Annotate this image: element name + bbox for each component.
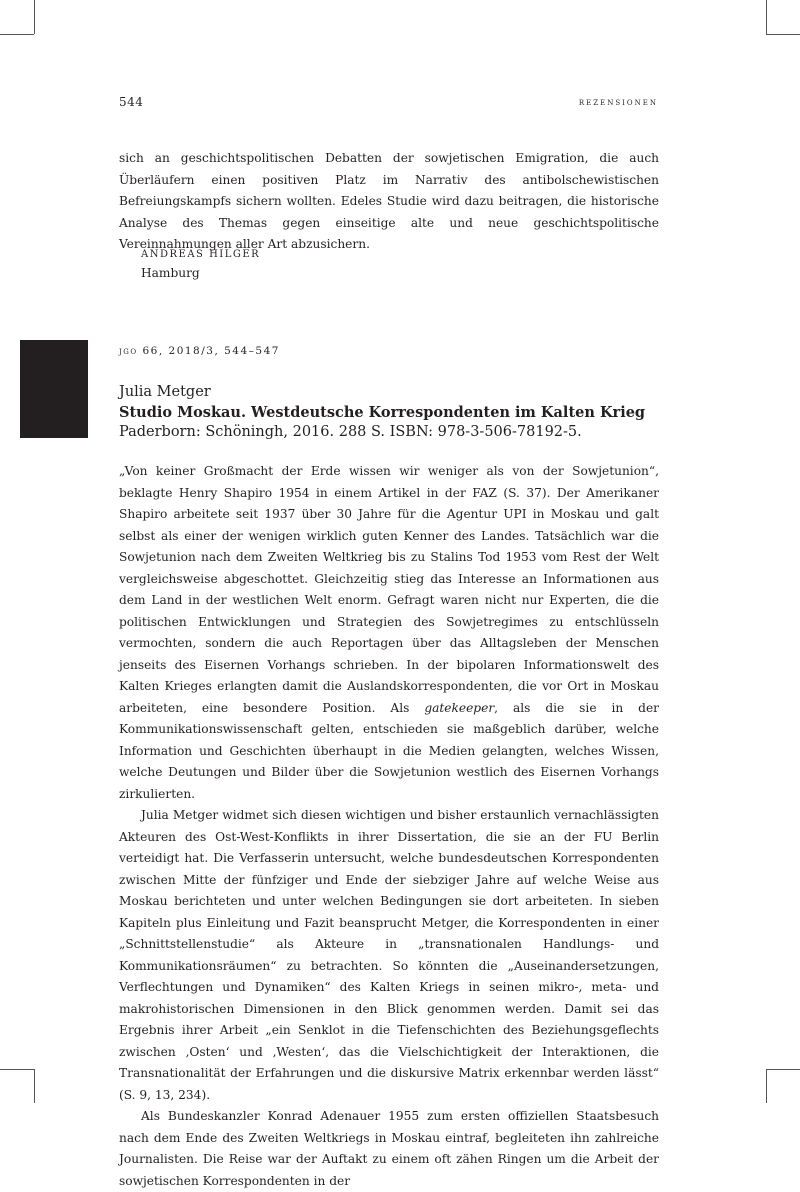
- crop-mark: [0, 1069, 34, 1070]
- crop-mark: [34, 0, 35, 34]
- publication-details: Paderborn: Schöningh, 2016. 288 S. ISBN: 978-3-506-78192-5.: [119, 424, 582, 440]
- crop-mark: [34, 1069, 35, 1103]
- review-paragraph: [119, 461, 659, 805]
- page-number: 544: [119, 95, 144, 109]
- previous-review-ending: [119, 148, 659, 256]
- crop-mark: [766, 1069, 767, 1103]
- crop-mark: [766, 34, 800, 35]
- section-marker: [20, 340, 88, 438]
- paragraph-text: , als die sie in der Kommunikationswissenschaft gelten, entschieden sie maßgeblich darüber, welche Information und Geschichten überhaupt in die Medien gelangten, welches Wissen, welche Deutungen und Bilder über die Sowjetunion westlich des Eisernen Vorhangs zirkulierten.: [119, 700, 659, 801]
- running-head: rezensionen: [578, 96, 658, 108]
- book-author: Julia Metger: [119, 384, 211, 400]
- reviewer-place: Hamburg: [141, 266, 200, 280]
- journal-reference: jgo 66, 2018/3, 544–547: [119, 345, 280, 357]
- reviewer-name: ANDREAS HILGER: [141, 249, 261, 260]
- crop-mark: [766, 0, 767, 34]
- review-body: [119, 461, 659, 1192]
- paragraph-text: „Von keiner Großmacht der Erde wissen wir weniger als von der Sowjetunion“, beklagte Henry Shapiro 1954 in einem Artikel in der FAZ (S. 37). Der Amerikaner Shapiro arbeitete seit 1937 über 30 Jahre für die Agentur UPI in Moskau und galt selbst als einer der wenigen wirklich guten Kenner des Landes. Tatsächlich war die Sowjetunion nach dem Zweiten Weltkrieg bis zu Stalins Tod 1953 vom Rest der Welt vergleichsweise abgeschottet. Gleichzeitig stieg das Interesse an Informationen aus dem Land in der westlichen Welt enorm. Gefragt waren nicht nur Experten, die die politischen Entwicklungen und Strategien des Sowjetregimes zu entschlüsseln vermochten, sondern die auch Reportagen über das Alltagsleben der Menschen jenseits des Eisernen Vorhangs schrieben. In der bipolaren Informationswelt des Kalten Krieges erlangten damit die Auslandskorrespondenten, die vor Ort in Moskau arbeiteten, eine besondere Position. Als: [119, 464, 659, 715]
- closing-paragraph: sich an geschichtspolitischen Debatten der sowjetischen Emigration, die auch Überläufern einen positiven Platz im Narrativ des antibolschewistischen Befreiungskampfs sichern wollten. Edeles Studie wird dazu beitragen, die historische Analyse des Themas gegen einseitige alte und neue geschichtspolitische Vereinnahmungen aller Art abzusichern.: [119, 151, 659, 251]
- review-paragraph: Als Bundeskanzler Konrad Adenauer 1955 zum ersten offiziellen Staatsbesuch nach dem Ende des Zweiten Weltkriegs in Moskau eintraf, begleiteten ihn zahlreiche Journalisten. Die Reise war der Auftakt zu einem oft zähen Ringen um die Arbeit der sowjetischen Korrespondenten in der: [119, 1109, 659, 1188]
- crop-mark: [766, 1069, 800, 1070]
- crop-mark: [0, 34, 34, 35]
- review-paragraph: Julia Metger widmet sich diesen wichtigen und bisher erstaunlich vernachlässigten Akteuren des Ost-West-Konflikts in ihrer Dissertation, die sie an der FU Berlin verteidigt hat. Die Verfasserin untersucht, welche bundesdeutschen Korrespondenten zwischen Mitte der fünfziger und Ende der siebziger Jahre auf welche Weise aus Moskau berichteten und unter welchen Bedingungen sie dort arbeiteten. In sieben Kapiteln plus Einleitung und Fazit beansprucht Metger, die Korrespondenten in einer „Schnittstellenstudie“ als Akteure in „transnationalen Handlungs- und Kommunikationsräumen“ zu betrachten. So könnten die „Auseinandersetzungen, Verflechtungen und Dynamiken“ des Kalten Kriegs in seinen mikro-, meta- und makrohistorischen Dimensionen in den Blick genommen werden. Damit sei das Ergebnis ihrer Arbeit „ein Senklot in die Tiefenschichten des Beziehungsgeflechts zwischen ‚Osten‘ und ‚Westen‘, das die Vielschichtigkeit der Interaktionen, die Transnationalität der Erfahrungen und die diskursive Matrix erkennbar werden lässt“ (S. 9, 13, 234).: [119, 808, 659, 1102]
- book-title: Studio Moskau. Westdeutsche Korrespondenten im Kalten Krieg: [119, 404, 646, 421]
- emphasized-term: gatekeeper: [424, 700, 495, 715]
